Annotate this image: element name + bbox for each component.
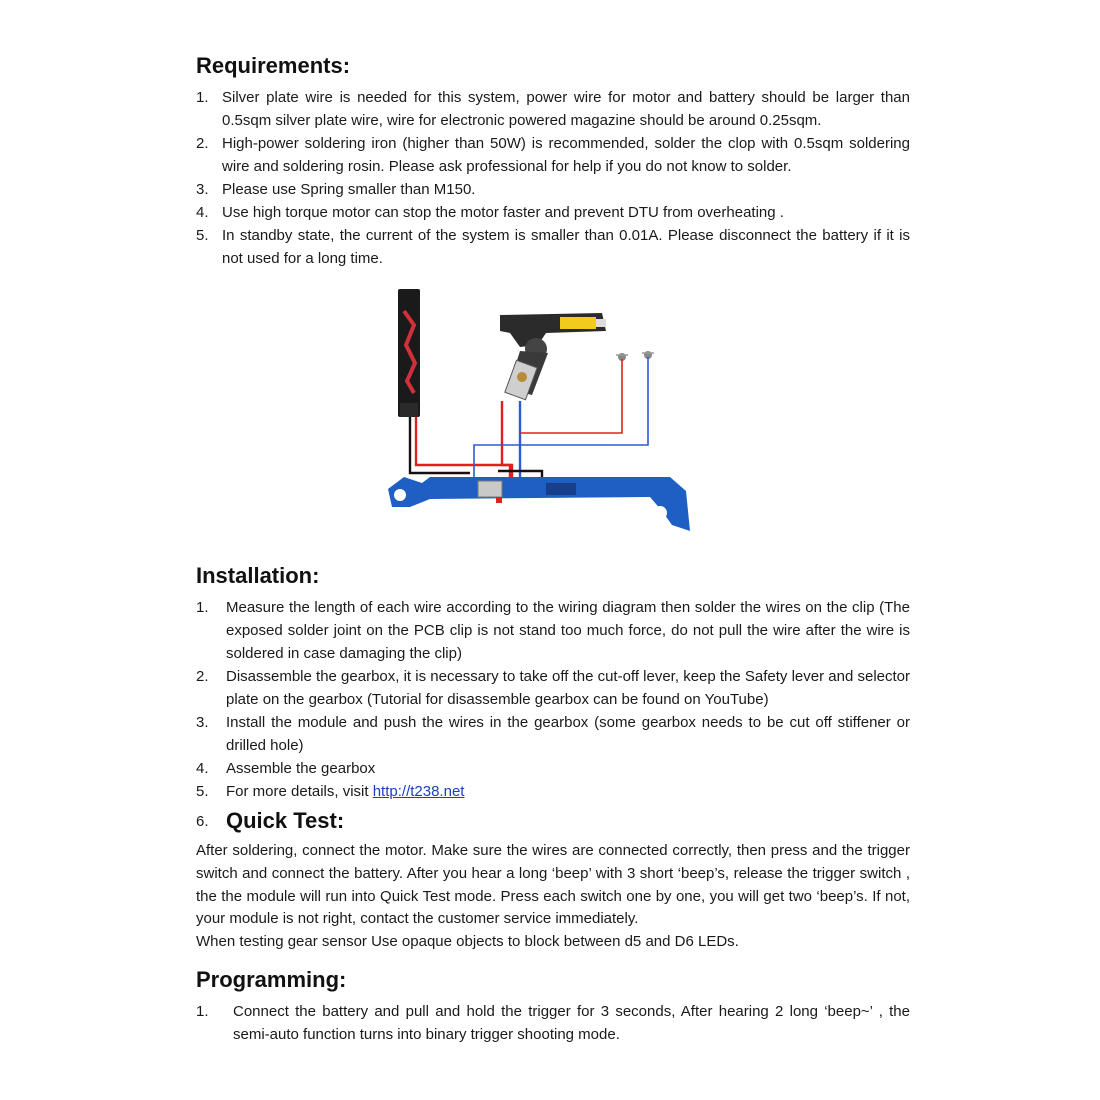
item-text: Use high torque motor can stop the motor faster and prevent DTU from overheating . <box>222 204 784 221</box>
list-item <box>196 596 910 665</box>
gear-sensor-note: When testing gear sensor Use opaque objects to block between d5 and D6 LEDs. <box>196 933 739 951</box>
list-item <box>196 757 910 780</box>
item-text: Connect the battery and pull and hold the trigger for 3 seconds, After hearing 2 long ‘beep~’ , the semi-auto function turns into binary trigger shooting mode. <box>233 1002 910 1043</box>
item-text: In standby state, the current of the system is smaller than 0.01A. Please disconnect the battery if it is not used for a long time. <box>222 227 910 267</box>
programming-list <box>196 1000 910 1046</box>
wiring-diagram <box>370 285 690 537</box>
website-link[interactable]: http://t238.net <box>372 783 465 800</box>
installation-list <box>196 596 910 803</box>
item-number: 1. <box>196 1002 209 1020</box>
list-item <box>196 132 910 178</box>
list-item <box>196 665 910 711</box>
item-text: High-power soldering iron (higher than 50W) is recommended, solder the clop with 0.5sqm soldering wire and soldering rosin. Please ask professional for help if you do not know to solder. <box>222 135 910 175</box>
item-text: Measure the length of each wire according to the wiring diagram then solder the wires on the clip (The exposed solder joint on the PCB clip is not stand too much force, do not pull the wire after the wire is soldered in case damaging the clip) <box>226 599 910 662</box>
wiring-diagram-svg <box>370 285 690 537</box>
requirements-list <box>196 86 910 270</box>
item-number: 6. <box>196 813 209 830</box>
item-text: Install the module and push the wires in the gearbox (some gearbox needs to be cut off stiffener or drilled hole) <box>226 714 910 754</box>
item-text: For more details, visit <box>226 783 373 800</box>
item-number: 3. <box>196 714 209 731</box>
quick-test-heading: Quick Test: <box>226 808 345 833</box>
item-text: Assemble the gearbox <box>226 760 376 777</box>
item-text: Disassemble the gearbox, it is necessary to take off the cut-off lever, keep the Safety lever and selector plate on the gearbox (Tutorial for disassemble gearbox can be found on YouTube) <box>226 668 910 708</box>
quick-test-paragraph: After soldering, connect the motor. Make sure the wires are connected correctly, then press and the trigger switch and connect the battery. After you hear a long ‘beep’ with 3 short ‘beep’s, release the trigger switch , the the module will run into Quick Test mode. Press each switch one by one, you will get two ‘beep’s. If not, your module is not right, contact the customer service immediately. <box>196 842 910 928</box>
item-number: 2. <box>196 668 209 685</box>
item-number: 4. <box>196 760 209 777</box>
item-number: 4. <box>196 204 209 221</box>
item-number: 5. <box>196 783 209 800</box>
list-item <box>196 711 910 757</box>
installation-heading: Installation: <box>196 563 320 588</box>
programming-heading: Programming: <box>196 966 347 992</box>
pcb-clip <box>388 477 690 531</box>
battery-pack <box>398 289 420 417</box>
quick-test-heading-row <box>196 807 910 835</box>
list-item <box>196 178 910 201</box>
list-item <box>196 224 910 270</box>
list-item <box>196 201 910 224</box>
item-number: 5. <box>196 227 209 244</box>
list-item <box>196 1000 910 1046</box>
item-number: 1. <box>196 599 209 616</box>
item-number: 1. <box>196 89 209 106</box>
document-page <box>196 52 910 1046</box>
requirements-heading: Requirements: <box>196 53 351 78</box>
list-item <box>196 780 910 803</box>
item-text: Please use Spring smaller than M150. <box>222 181 476 198</box>
item-number: 2. <box>196 135 209 152</box>
list-item <box>196 86 910 132</box>
item-number: 3. <box>196 181 209 198</box>
gearbox-assembly <box>500 313 606 400</box>
item-text: Silver plate wire is needed for this system, power wire for motor and battery should be larger than 0.5sqm silver plate wire, wire for electronic powered magazine should be around 0.25sqm. <box>222 89 910 129</box>
